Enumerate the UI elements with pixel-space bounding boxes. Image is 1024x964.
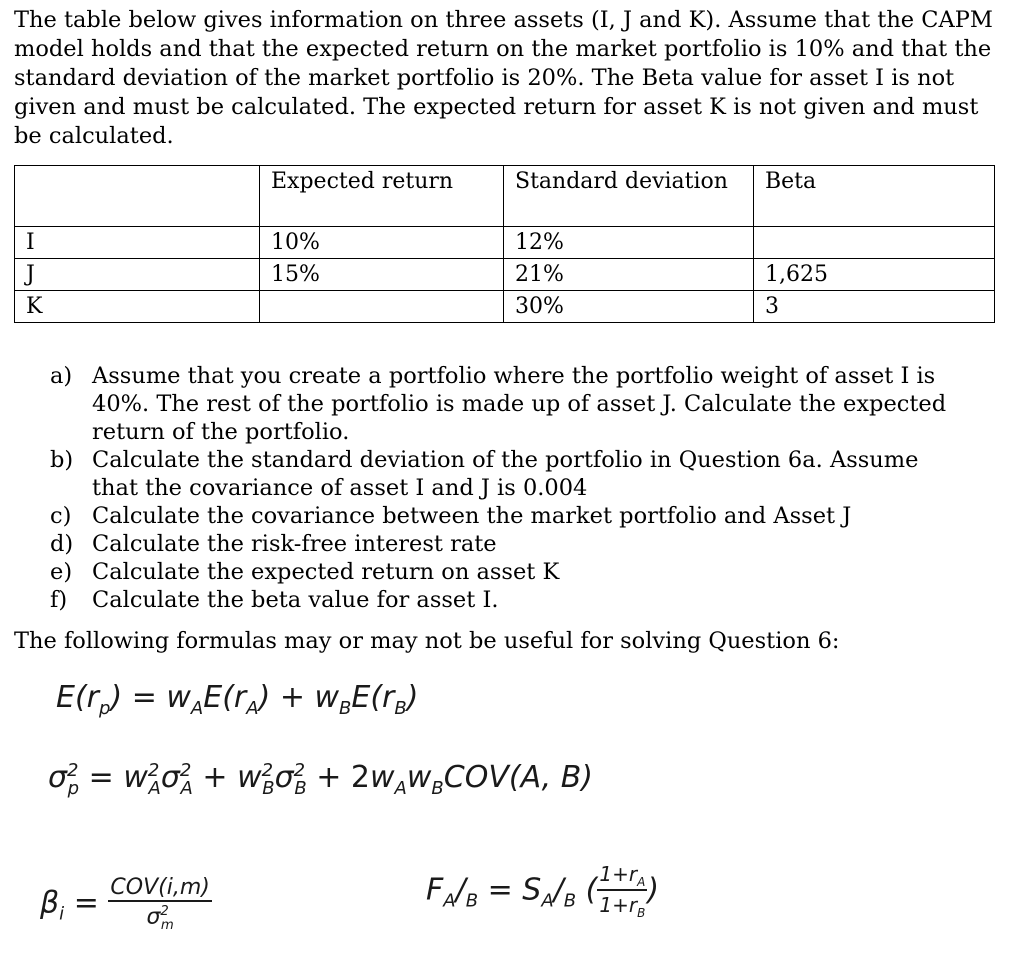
table-cell: 21% — [504, 259, 754, 291]
formula-portfolio-variance: $\sigma^2_p = w^2_A\sigma^2_A + w^2_B\sigma^2_B + 2w_Aw_BCOV(A$, B) — [48, 760, 594, 799]
question-item — [50, 586, 970, 614]
question-text: Calculate the covariance between the market portfolio and Asset J — [92, 503, 852, 529]
table-cell: 3 — [754, 291, 995, 323]
question-list — [50, 362, 970, 614]
table-row — [15, 259, 995, 291]
question-label: b) — [50, 447, 74, 473]
question-item — [50, 362, 970, 446]
question-label: a) — [50, 363, 73, 389]
question-text: Calculate the standard deviation of the portfolio in Question 6a. Assume that the covariance of asset I and J is 0.004 — [92, 447, 919, 501]
table-cell: K — [15, 291, 260, 323]
formula-beta-numerator: COV(i,m) — [110, 875, 210, 900]
question-label: e) — [50, 559, 73, 585]
assets-table — [14, 165, 995, 323]
table-row — [15, 227, 995, 259]
table-cell — [260, 291, 504, 323]
question-text: Calculate the risk-free interest rate — [92, 531, 497, 557]
table-header-row — [15, 166, 995, 227]
intro-paragraph: The table below gives information on three assets (I, J and K). Assume that the CAPM model holds and that the expected return on the market portfolio is 10% and that the standard deviation of the market portfolio is 20%. The Beta value for asset I is not given and must be calculated. The expected return for asset K is not given and must be calculated. — [14, 7, 993, 149]
question-item — [50, 446, 970, 502]
question-item — [50, 530, 970, 558]
table-cell: 15% — [260, 259, 504, 291]
formula-portfolio-expected-return: $E(r_p) = w_AE(r_A) + w_BE(r_B)$ — [56, 680, 419, 719]
table-header-cell: Expected return — [260, 166, 504, 227]
question-label: c) — [50, 503, 72, 529]
table-header-cell — [15, 166, 260, 227]
question-item — [50, 502, 970, 530]
table-cell: 30% — [504, 291, 754, 323]
formula-beta: $\beta_i$ = $\frac{\text{COV(i,m)}}{\sigma^2_m}$ — [40, 875, 210, 933]
question-label: d) — [50, 531, 74, 557]
question-label: f) — [50, 587, 68, 613]
question-item — [50, 558, 970, 586]
table-cell: 1,625 — [754, 259, 995, 291]
table-cell: 10% — [260, 227, 504, 259]
question-text: Calculate the beta value for asset I. — [92, 587, 499, 613]
table-header-cell: Beta — [754, 166, 995, 227]
question-text: Assume that you create a portfolio where the portfolio weight of asset I is 40%. The rest of the portfolio is made up of asset J. Calculate the expected return of the portfolio. — [92, 363, 947, 445]
formula-forward-rate: $F_A/_B = S_A/_B$ ( $\frac{1+r_A}{1+r_B}$ ) — [426, 862, 660, 920]
table-cell: J — [15, 259, 260, 291]
formulas-intro: The following formulas may or may not be useful for solving Question 6: — [14, 628, 840, 654]
table-cell: I — [15, 227, 260, 259]
table-cell — [754, 227, 995, 259]
table-header-cell: Standard deviation — [504, 166, 754, 227]
table-row — [15, 291, 995, 323]
question-text: Calculate the expected return on asset K — [92, 559, 560, 585]
table-cell: 12% — [504, 227, 754, 259]
